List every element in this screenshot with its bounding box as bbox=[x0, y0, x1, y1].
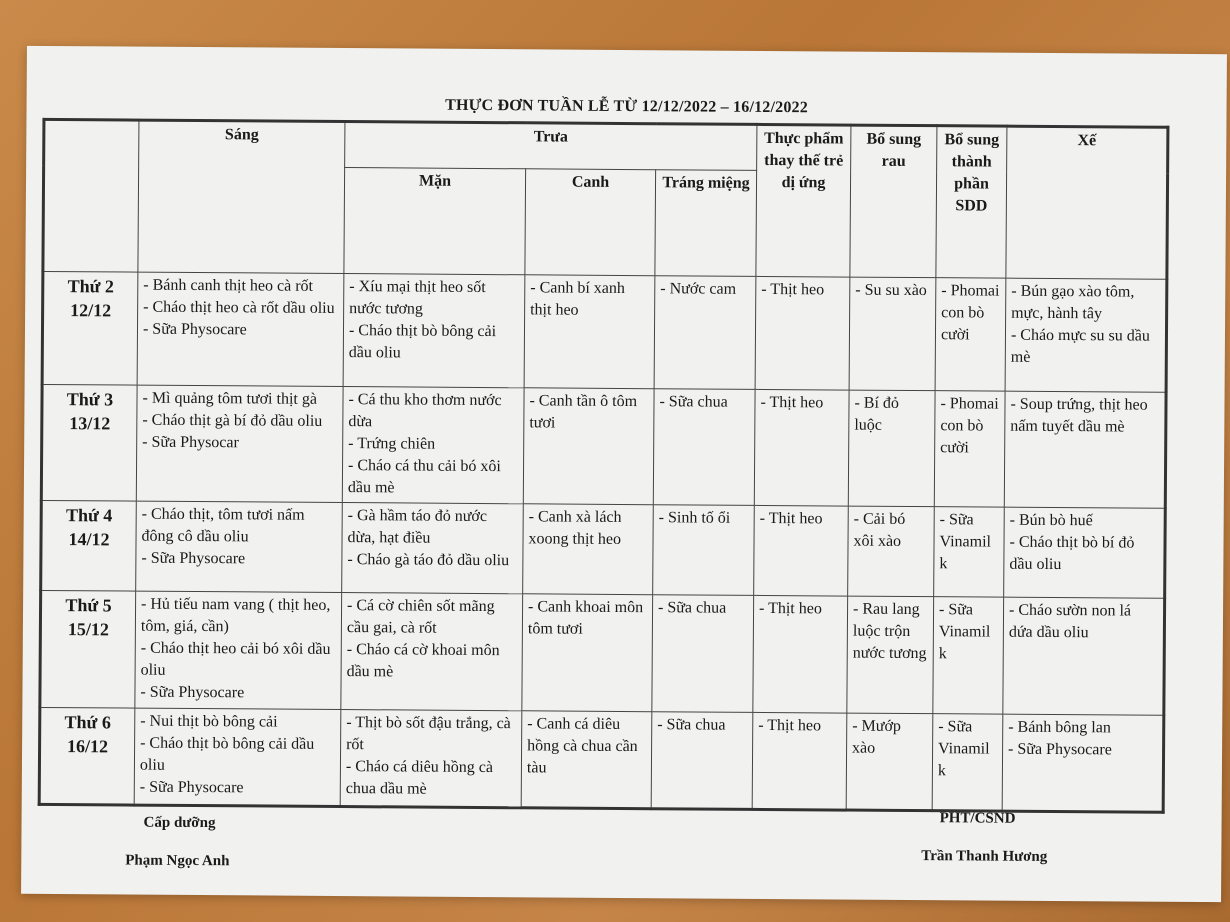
menu-item: - Mì quảng tôm tươi thịt gà bbox=[142, 389, 318, 408]
cell-canh bbox=[524, 275, 655, 389]
menu-item: - Nước cam bbox=[660, 280, 737, 298]
cell-trang-mieng bbox=[653, 504, 755, 595]
menu-item: - Sữa Vinamilk bbox=[938, 601, 991, 663]
menu-item: - Canh bí xanh thịt heo bbox=[530, 279, 626, 319]
menu-body bbox=[39, 271, 1167, 812]
cell-rau bbox=[846, 713, 933, 810]
menu-item: - Sữa chua bbox=[659, 393, 728, 411]
cell-trang-mieng bbox=[652, 595, 754, 713]
cell-sdd bbox=[934, 506, 1005, 597]
menu-item: - Gà hầm táo đỏ nước dừa, hạt điều bbox=[347, 506, 488, 547]
menu-item: - Canh tần ô tôm tươi bbox=[529, 392, 638, 432]
cell-sang bbox=[136, 385, 343, 502]
menu-item: - Mướp xào bbox=[852, 717, 901, 758]
menu-item: - Sữa chua bbox=[658, 599, 727, 618]
signature-left-role: Cấp dưỡng bbox=[143, 814, 216, 832]
day-cell bbox=[41, 384, 137, 501]
cell-thay-the bbox=[754, 505, 849, 596]
menu-item: - Sữa Physocare bbox=[141, 549, 246, 568]
cell-man bbox=[342, 502, 524, 594]
header-sang: Sáng bbox=[138, 120, 345, 273]
cell-rau bbox=[849, 277, 936, 390]
menu-item: - Xíu mại thịt heo sốt nước tương bbox=[349, 278, 486, 318]
menu-row bbox=[41, 500, 1166, 599]
menu-item: - Sữa Physocare bbox=[142, 320, 247, 339]
menu-item: - Sữa chua bbox=[657, 716, 726, 734]
signature-left-name: Phạm Ngọc Anh bbox=[125, 852, 230, 870]
menu-item: - Soup trứng, thịt heo nấm tuyết dầu mè bbox=[1010, 395, 1148, 436]
day-date: 15/12 bbox=[67, 619, 109, 640]
cell-sang bbox=[136, 501, 343, 593]
menu-item: - Hủ tiếu nam vang ( thịt heo, tôm, giá, cần) bbox=[140, 596, 331, 636]
cell-man bbox=[340, 710, 522, 808]
menu-item: - Canh cá diêu hồng cà chua cần tàu bbox=[526, 715, 638, 777]
signature-right-role: PHT/CSND bbox=[939, 810, 1016, 827]
cell-xe bbox=[1005, 278, 1167, 392]
cell-sang bbox=[134, 708, 341, 806]
day-date: 13/12 bbox=[69, 412, 111, 434]
menu-row bbox=[39, 708, 1164, 813]
menu-item: - Su su xào bbox=[855, 281, 927, 300]
menu-item: - Bánh bông lan bbox=[1008, 718, 1111, 737]
cell-trang-mieng bbox=[651, 712, 753, 809]
menu-row bbox=[40, 591, 1165, 716]
menu-item: - Phomai con bò cười bbox=[940, 395, 999, 457]
menu-item: - Cá thu kho thơm nước dừa bbox=[348, 390, 502, 431]
menu-item: - Cháo thịt, tôm tươi nấm đông cô dầu oliu bbox=[141, 505, 305, 546]
menu-item: - Cải bó xôi xào bbox=[853, 510, 906, 550]
cell-canh bbox=[523, 504, 654, 596]
day-name: Thứ 2 bbox=[67, 276, 115, 297]
cell-thay-the bbox=[753, 596, 848, 714]
menu-row bbox=[42, 271, 1167, 392]
menu-item: - Thịt heo bbox=[760, 393, 824, 412]
header-thay-the: Thực phẩm thay thế trẻ dị ứng bbox=[756, 124, 851, 277]
header-canh: Canh bbox=[525, 169, 656, 276]
menu-item: - Cháo cá thu cải bó xôi dầu mè bbox=[347, 456, 501, 497]
cell-thay-the bbox=[752, 713, 847, 810]
header-trang-mieng: Tráng miệng bbox=[655, 170, 757, 277]
menu-item: - Thịt heo bbox=[759, 600, 822, 618]
cell-thay-the bbox=[755, 276, 850, 389]
cell-trang-mieng bbox=[654, 276, 756, 390]
header-day bbox=[43, 119, 139, 272]
cell-xe bbox=[1004, 391, 1166, 508]
menu-title: THỰC ĐƠN TUẦN LỄ TỪ 12/12/2022 – 16/12/2022 bbox=[445, 96, 809, 117]
menu-item: - Nui thịt bò bông cải bbox=[140, 712, 278, 731]
menu-item: - Cháo gà táo đỏ dầu oliu bbox=[347, 550, 510, 569]
day-cell bbox=[39, 708, 135, 805]
menu-item: - Cháo thịt bò bông cải dầu oliu bbox=[139, 734, 315, 775]
header-man: Mặn bbox=[344, 168, 526, 275]
menu-item: - Thịt heo bbox=[759, 509, 823, 528]
menu-item: - Sữa Physocare bbox=[140, 684, 245, 702]
menu-paper bbox=[21, 46, 1227, 902]
cell-xe bbox=[1002, 714, 1164, 812]
cell-rau bbox=[848, 390, 935, 506]
menu-item: - Thịt heo bbox=[761, 280, 825, 299]
menu-item: - Thịt heo bbox=[758, 717, 822, 735]
menu-item: - Rau lang luộc trộn nước tương bbox=[852, 600, 927, 663]
header-bo-sung-sdd: Bổ sung thành phần SDD bbox=[936, 126, 1007, 278]
cell-thay-the bbox=[754, 389, 849, 506]
header-bo-sung-rau: Bổ sung rau bbox=[850, 125, 937, 278]
cell-xe bbox=[1004, 507, 1166, 599]
cell-man bbox=[342, 386, 524, 503]
menu-item: - Bánh canh thịt heo cà rốt bbox=[143, 276, 314, 295]
cell-man bbox=[343, 274, 525, 388]
cell-rau bbox=[847, 596, 934, 713]
day-name: Thứ 5 bbox=[65, 595, 112, 616]
header-trua: Trưa bbox=[345, 122, 757, 171]
cell-sang bbox=[135, 591, 342, 709]
menu-item: - Cháo thịt heo cải bó xôi dầu oliu bbox=[140, 640, 331, 680]
menu-item: - Sữa Physocare bbox=[1008, 740, 1112, 759]
menu-item: - Bún gạo xào tôm, mực, hành tây bbox=[1011, 282, 1135, 323]
menu-item: - Canh khoai môn tôm tươi bbox=[527, 598, 644, 639]
menu-item: - Cháo thịt bò bông cải dầu oliu bbox=[348, 322, 497, 362]
day-cell bbox=[42, 271, 138, 385]
menu-item: - Cá cờ chiên sốt mãng cầu gai, cà rốt bbox=[346, 597, 495, 638]
menu-item: - Canh xà lách xoong thịt heo bbox=[528, 508, 622, 548]
day-name: Thứ 3 bbox=[66, 388, 114, 410]
menu-item: - Sữa Physocare bbox=[139, 778, 244, 797]
day-date: 12/12 bbox=[70, 300, 112, 321]
cell-sdd bbox=[933, 597, 1004, 714]
day-date: 14/12 bbox=[68, 528, 110, 550]
menu-item: - Cháo mực su su dầu mè bbox=[1010, 326, 1150, 366]
menu-item: - Sữa Vinamilk bbox=[939, 510, 992, 572]
menu-item: - Cháo cá diêu hồng cà chua dầu mè bbox=[345, 758, 494, 798]
cell-man bbox=[341, 593, 523, 711]
signature-right-name: Trần Thanh Hương bbox=[921, 848, 1048, 865]
menu-item: - Cháo thịt heo cà rốt dầu oliu bbox=[143, 298, 335, 317]
cell-canh bbox=[523, 388, 654, 505]
menu-item: - Sữa Physocar bbox=[142, 433, 239, 452]
day-cell bbox=[40, 591, 136, 709]
day-date: 16/12 bbox=[66, 736, 109, 757]
day-name: Thứ 6 bbox=[64, 712, 111, 733]
header-xe: Xế bbox=[1006, 126, 1168, 279]
menu-item: - Cháo thịt bò bí đỏ dầu oliu bbox=[1009, 533, 1135, 573]
menu-item: - Sữa Vinamilk bbox=[937, 718, 990, 780]
cell-sang bbox=[137, 272, 344, 386]
menu-item: - Trứng chiên bbox=[348, 434, 436, 453]
cell-canh bbox=[521, 711, 652, 809]
menu-item: - Bún bò huế bbox=[1009, 511, 1093, 529]
menu-item: - Cháo cá cờ khoai môn dầu mè bbox=[346, 641, 500, 681]
menu-item: - Sinh tố ổi bbox=[658, 508, 731, 527]
cell-trang-mieng bbox=[653, 389, 755, 506]
menu-item: - Phomai con bò cười bbox=[940, 282, 1000, 344]
menu-item: - Cháo sườn non lá dứa dầu oliu bbox=[1008, 602, 1132, 642]
day-cell bbox=[41, 500, 137, 591]
cell-xe bbox=[1003, 598, 1165, 716]
cell-sdd bbox=[935, 278, 1006, 391]
day-name: Thứ 4 bbox=[65, 504, 113, 526]
menu-item: - Thịt bò sốt đậu trắng, cà rốt bbox=[346, 714, 511, 754]
menu-row bbox=[41, 384, 1166, 508]
menu-item: - Cháo thịt gà bí đỏ dầu oliu bbox=[142, 411, 323, 430]
weekly-menu-table bbox=[38, 118, 1170, 814]
menu-item: - Bí đỏ luộc bbox=[854, 394, 900, 434]
cell-canh bbox=[522, 594, 653, 712]
cell-sdd bbox=[934, 391, 1005, 507]
cell-sdd bbox=[932, 714, 1003, 811]
cell-rau bbox=[848, 506, 935, 597]
